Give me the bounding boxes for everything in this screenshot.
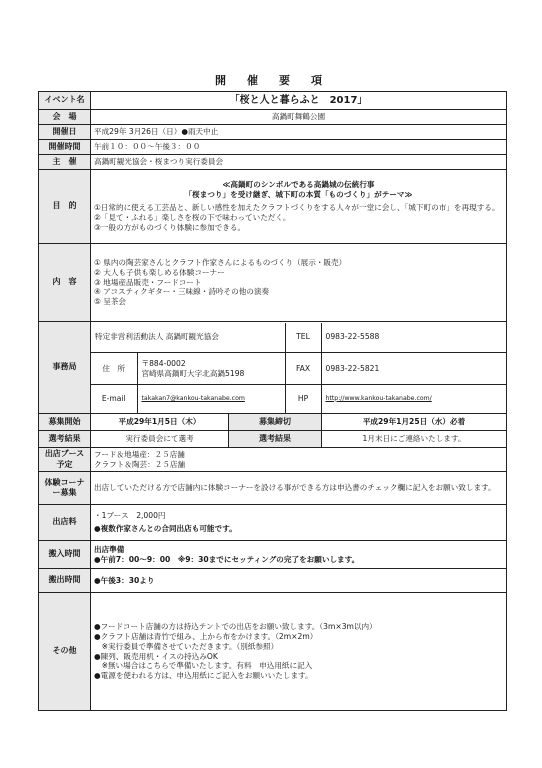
event-name-value: 「桜と人と暮らふと 2017」: [91, 92, 507, 110]
time-value: 午前１０：００～午後３：００: [91, 140, 507, 155]
time-label: 開催時間: [39, 140, 91, 155]
fee-line-1: ・1ブース 2,000円: [94, 511, 166, 521]
office-fax-label: FAX: [285, 353, 321, 385]
office-fax: 0983-22-5821: [321, 353, 506, 385]
organizer-label: 主 催: [39, 155, 91, 170]
selection-result-value: 1月末日にご連絡いたします。: [322, 431, 507, 448]
purpose-value: [91, 170, 507, 244]
venue-value: 高鍋町舞鶴公園: [91, 110, 507, 125]
office-address: [137, 353, 285, 385]
row-setup: [39, 541, 507, 569]
setup-value: [91, 541, 507, 569]
contents-label: 内 容: [39, 244, 91, 322]
recruit-start-value: 平成29年1月5日（木）: [91, 414, 229, 431]
event-name-label: イベント名: [39, 92, 91, 110]
row-event-name: [39, 92, 507, 110]
row-other: [39, 593, 507, 711]
contents-item-1: ① 県内の陶芸家さんとクラフト作家さんによるものづくり（展示・販売）: [94, 257, 347, 267]
office-hp-link[interactable]: http://www.kankou-takanabe.com/: [321, 385, 506, 413]
office-hp-label: HP: [285, 385, 321, 413]
booths-line-1: フード＆地場産：２５店舗: [94, 449, 185, 459]
teardown-label: 搬出時間: [39, 569, 91, 593]
organizer-value: 高鍋町観光協会・桜まつり実行委員会: [91, 155, 507, 170]
purpose-heading-2: 「桜まつり」を受け継ぎ、城下町の本質「ものづくり」がテーマ≫: [184, 190, 413, 200]
office-tel-label: TEL: [285, 323, 321, 353]
experience-value: 出店していただける方で店舗内に体験コーナーを設ける事ができる方は申込書のチェック欄に記入をお願い致します。: [91, 472, 507, 505]
setup-line-2: ●午前7：00～9：00 ※9：30までにセッティングの完了をお願いします。: [94, 554, 360, 564]
purpose-item-1: ①日常的に使える工芸品と、新しい感性を加えたクラフトづくりをする人々が一堂に会し、「城下町の市」を再現する。: [94, 203, 500, 213]
fee-label: 出店料: [39, 505, 91, 541]
selection-value: 実行委員会にて選考: [91, 431, 229, 448]
contents-item-3: ③ 地場産品販売・フードコート: [94, 277, 202, 287]
purpose-item-3: ③一般の方がものづくり体験に参加できる。: [94, 222, 246, 232]
row-date: [39, 125, 507, 140]
booths-label: 出店ブース予定: [39, 448, 91, 472]
row-experience: [39, 472, 507, 505]
contents-item-5: ⑤ 呈茶会: [94, 297, 127, 307]
contents-value: [91, 244, 507, 322]
date-label: 開催日: [39, 125, 91, 140]
office-address-label: 住 所: [91, 353, 137, 385]
venue-label: 会 場: [39, 110, 91, 125]
office-address-text: 宮崎県高鍋町大字北高鍋5198: [141, 368, 245, 378]
row-recruit: [39, 414, 507, 431]
selection-result-label: 選考結果: [229, 431, 322, 448]
office-org: 特定非営利活動法人 高鍋町観光協会: [91, 323, 285, 353]
experience-label: 体験コーナー募集: [39, 472, 91, 505]
purpose-heading-1: ≪高鍋町のシンボルである高鍋城の伝統行事: [222, 180, 375, 190]
recruit-end-label: 募集締切: [229, 414, 322, 431]
other-item-6: ●電源を使われる方は、申込用紙にご記入をお願いいたします。: [94, 671, 313, 681]
office-tel: 0983-22-5588: [321, 323, 506, 353]
date-value: 平成29年 3月26日（日）●雨天中止: [91, 125, 507, 140]
other-item-3: ※実行委員で準備させていただきます。（別紙参照）: [94, 641, 279, 651]
other-item-1: ●フードコート店舗の方は持込テントでの出店をお願い致します。（3m×3m以内）: [94, 621, 377, 631]
row-booths: [39, 448, 507, 472]
row-organizer: [39, 155, 507, 170]
setup-label: 搬入時間: [39, 541, 91, 569]
office-postal: 〒884-0002: [141, 358, 186, 368]
office-block: [91, 322, 507, 414]
row-fee: [39, 505, 507, 541]
other-item-4: ●陳列、販売用机・イスの持込みOK: [94, 651, 218, 661]
page-title: 開 催 要 項: [215, 74, 327, 87]
row-office: [39, 322, 507, 414]
office-label: 事務局: [39, 322, 91, 414]
event-outline-table: [38, 91, 507, 711]
row-teardown: [39, 569, 507, 593]
row-selection: [39, 431, 507, 448]
recruit-start-label: 募集開始: [39, 414, 91, 431]
row-time: [39, 140, 507, 155]
teardown-value: ●午後3：30より: [91, 569, 507, 593]
office-email-label: E-mail: [91, 385, 137, 413]
other-value: [91, 593, 507, 711]
other-item-2: ●クラフト店舗は青竹で組み、上から布をかけます。（2m×2m）: [94, 631, 318, 641]
other-label: その他: [39, 593, 91, 711]
recruit-end-value: 平成29年1月25日（水）必着: [322, 414, 507, 431]
fee-line-2: ●複数作家さんとの合同出店も可能です。: [94, 524, 237, 533]
row-contents: [39, 244, 507, 322]
booths-line-2: クラフト＆陶芸：２５店舗: [94, 459, 186, 469]
office-inner-table: [91, 323, 506, 413]
contents-item-4: ④ アコスティクギター・三味線・詩吟その他の演奏: [94, 287, 270, 297]
purpose-label: 目 的: [39, 170, 91, 244]
row-purpose: [39, 170, 507, 244]
office-email-link[interactable]: takakan7@kankou-takanabe.com: [137, 385, 285, 413]
booths-value: [91, 448, 507, 472]
row-venue: [39, 110, 507, 125]
other-item-5: ※無い場合はこちらで準備いたします。有料 申込用紙に記入: [94, 661, 313, 671]
selection-label: 選考結果: [39, 431, 91, 448]
setup-line-1: 出店準備: [94, 544, 125, 554]
fee-value: [91, 505, 507, 541]
contents-item-2: ② 大人も子供も楽しめる体験コーナー: [94, 267, 225, 277]
purpose-item-2: ②「見て・ふれる」楽しさを桜の下で味わっていただく。: [94, 212, 291, 222]
